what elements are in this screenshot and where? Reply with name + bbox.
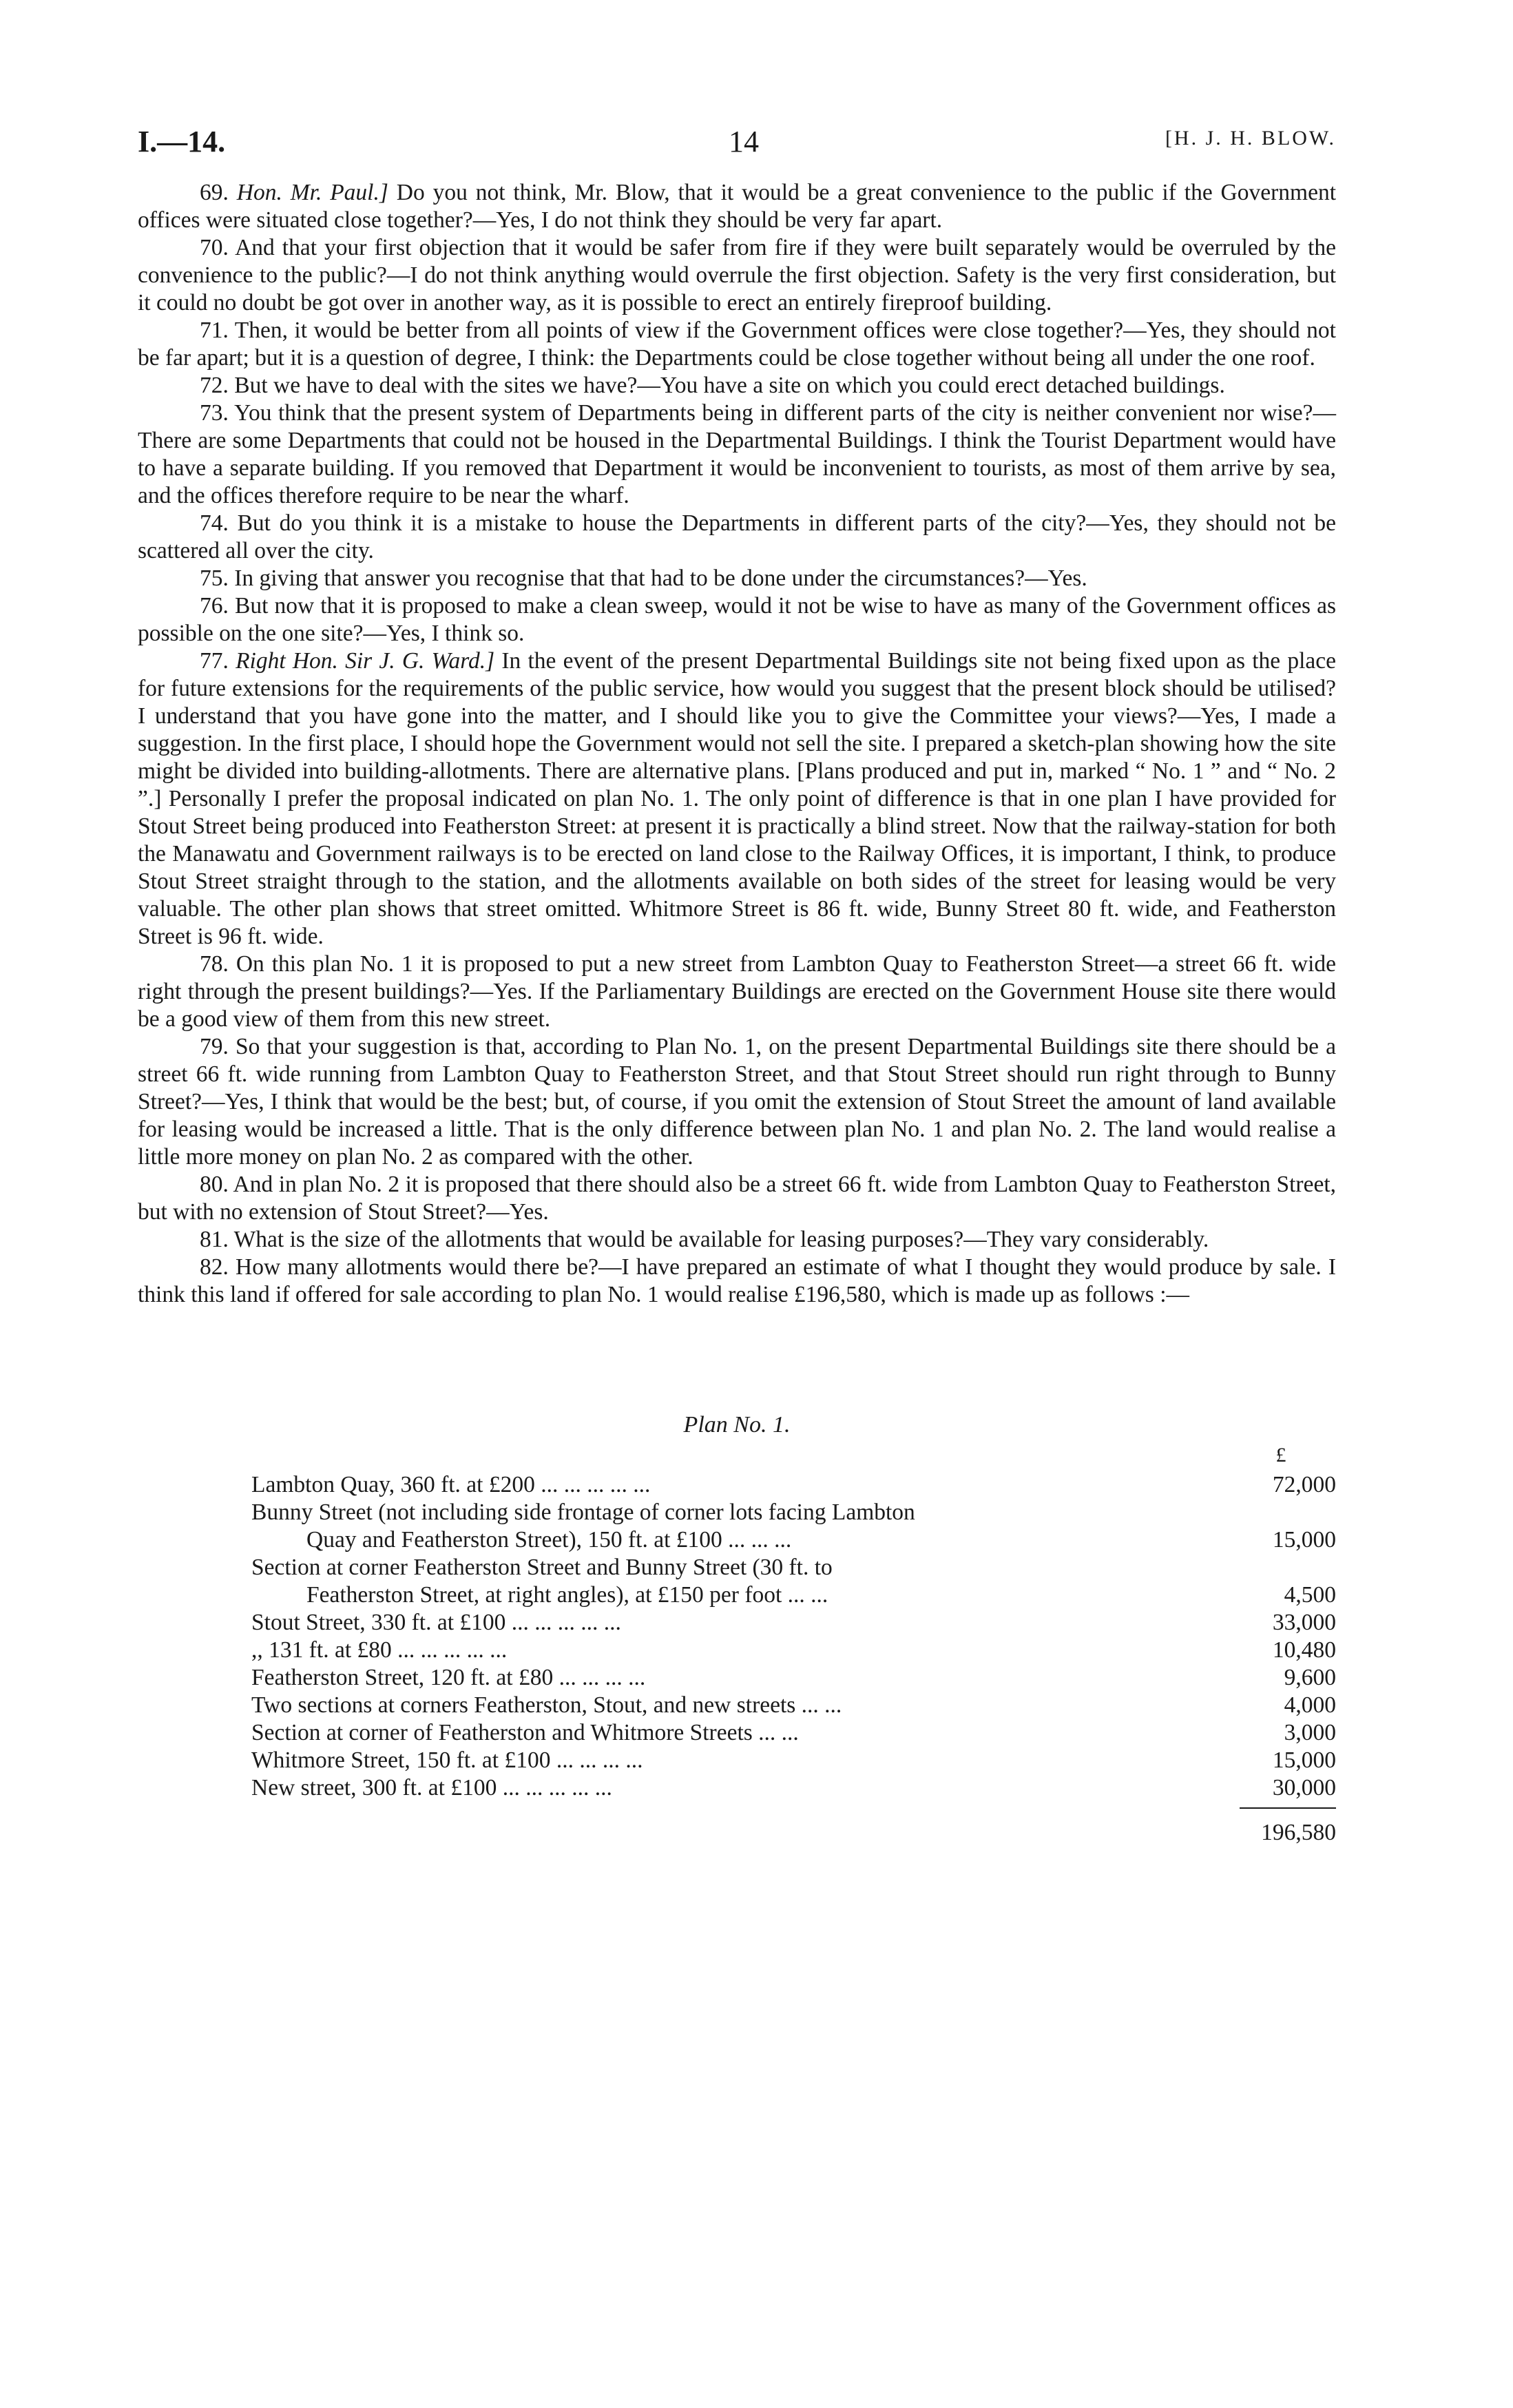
plan-entry-row: [251, 1719, 1336, 1747]
entry-amount: 3,000: [1284, 1720, 1336, 1745]
entry-amount: 10,480: [1272, 1637, 1336, 1663]
entry-description-line: Two sections at corners Featherston, Stout, and new streets ... ...: [251, 1692, 842, 1718]
question-number: 81.: [200, 1227, 229, 1252]
question-number: 77.: [200, 648, 229, 674]
paragraph-text: What is the size of the allotments that would be available for leasing purposes?—They vary considerably.: [233, 1227, 1209, 1252]
testimony-paragraph: [138, 179, 1336, 234]
question-number: 70.: [200, 235, 229, 260]
entry-description: [251, 1747, 1226, 1774]
header-reference: I.—14.: [138, 125, 226, 158]
question-number: 71.: [200, 318, 229, 343]
entry-amount: 4,500: [1284, 1582, 1336, 1608]
plan-entry-row: [251, 1664, 1336, 1692]
speaker-name: Hon. Mr. Paul.]: [236, 180, 388, 205]
header-witness: [H. J. H. BLOW.: [1165, 127, 1336, 149]
entry-amount: 4,000: [1284, 1692, 1336, 1718]
testimony-paragraph: [138, 1254, 1336, 1309]
entry-description-line: Section at corner of Featherston and Whitmore Streets ... ...: [251, 1720, 799, 1745]
entry-description-line: Bunny Street (not including side frontage of corner lots facing Lambton: [251, 1499, 915, 1525]
question-number: 79.: [200, 1034, 229, 1059]
testimony-paragraph: [138, 372, 1336, 399]
question-number: 75.: [200, 565, 229, 591]
testimony-paragraph: [138, 565, 1336, 592]
page-number: 14: [729, 125, 759, 158]
testimony-paragraph: [138, 1033, 1336, 1171]
speaker-name: Right Hon. Sir J. G. Ward.]: [236, 648, 495, 674]
entry-description: [251, 1609, 1226, 1637]
question-number: 82.: [200, 1254, 229, 1280]
entry-description: [251, 1499, 1226, 1554]
paragraph-text: On this plan No. 1 it is proposed to put a new street from Lambton Quay to Featherston Street—a street 66 ft. wide right through the present buildings?—Yes. If the Parliamentary Buildings are erected on the Government House site there would be a good view of them from this new street.: [138, 951, 1336, 1032]
plan-entries: [251, 1471, 1336, 1802]
entry-description-line: Whitmore Street, 150 ft. at £100 ... ... ... ...: [251, 1747, 643, 1773]
entry-amount: 9,600: [1284, 1665, 1336, 1690]
testimony-paragraph: [138, 592, 1336, 647]
entry-description-continuation: Featherston Street, at right angles), at £150 per foot ... ...: [306, 1582, 828, 1608]
entry-description-line: Featherston Street, 120 ft. at £80 ... ... ... ...: [251, 1665, 646, 1690]
question-number: 69.: [200, 180, 229, 205]
testimony-paragraph: [138, 317, 1336, 372]
entry-description: [251, 1554, 1226, 1609]
plan-entry-row: [251, 1471, 1336, 1499]
testimony-paragraph: [138, 647, 1336, 951]
paragraph-text: Do you not think, Mr. Blow, that it would be a great convenience to the public if the Government offices were situated close together?—Yes, I do not think they should be very far apart.: [138, 180, 1337, 233]
question-number: 78.: [200, 951, 229, 977]
paragraph-text: In giving that answer you recognise that that had to be done under the circumstances?—Yes.: [234, 565, 1087, 591]
plan-entry-row: [251, 1499, 1336, 1554]
currency-header: £: [1275, 1444, 1286, 1466]
entry-amount: 72,000: [1272, 1472, 1336, 1497]
entry-description: [251, 1664, 1226, 1692]
entry-amount: 33,000: [1272, 1610, 1336, 1635]
document-page: [138, 117, 1336, 1846]
plan-entry-row: [251, 1747, 1336, 1774]
entry-description: [251, 1774, 1226, 1802]
question-number: 80.: [200, 1172, 229, 1197]
total-rule: [1240, 1807, 1336, 1809]
entry-description-continuation: Quay and Featherston Street), 150 ft. at £100 ... ... ...: [306, 1527, 792, 1553]
paragraph-text: But we have to deal with the sites we have?—You have a site on which you could erect detached buildings.: [234, 373, 1225, 398]
plan-entry-row: [251, 1774, 1336, 1802]
entry-amount: 15,000: [1272, 1527, 1336, 1553]
paragraph-text: But now that it is proposed to make a clean sweep, would it not be wise to have as many of the Government offices as possible on the one site?—Yes, I think so.: [138, 593, 1336, 646]
plan-title: Plan No. 1.: [683, 1412, 791, 1437]
question-number: 74.: [200, 510, 229, 536]
plan-entry-row: [251, 1637, 1336, 1664]
entry-description-line: New street, 300 ft. at £100 ... ... ... ... ...: [251, 1775, 612, 1800]
entry-description: [251, 1637, 1226, 1664]
paragraph-text: So that your suggestion is that, according to Plan No. 1, on the present Departmental Buildings site there should be a street 66 ft. wide running from Lambton Quay to Featherston Street, and that Stout Street should run right through to Bunny Street?—Yes, I think that would be the best; but, of course, if you omit the extension of Stout Street the amount of land available for leasing would be increased a little. That is the only difference between plan No. 1 and plan No. 2. The land would realise a little more money on plan No. 2 as compared with the other.: [138, 1034, 1336, 1170]
plan-estimate-table: [138, 1412, 1336, 1846]
paragraph-text: How many allotments would there be?—I have prepared an estimate of what I thought they would produce by sale. I think this land if offered for sale according to plan No. 1 would realise £196,580, which is made up as follows :—: [138, 1254, 1337, 1307]
testimony-body: [138, 179, 1336, 1309]
paragraph-text: In the event of the present Departmental Buildings site not being fixed upon as the place for future extensions for the requirements of the public service, how would you suggest that the present block should be utilised? I understand that you have gone into the matter, and I should like you to give the Committee your views?—Yes, I made a suggestion. In the first place, I should hope the Government would not sell the site. I prepared a sketch-plan showing how the site might be divided into building-allotments. There are alternative plans. [Plans produced and put in, marked “ No. 1 ” and “ No. 2 ”.] Personally I prefer the proposal indicated on plan No. 1. The only point of difference is that in one plan I have provided for Stout Street being produced into Featherston Street: at present it is practically a blind street. Now that the railway-station for both the Manawatu and Government railways is to be erected on land close to the Railway Offices, it is important, I think, to produce Stout Street straight through to the station, and the allotments available on both sides of the street for leasing would be very valuable. The other plan shows that street omitted. Whitmore Street is 86 ft. wide, Bunny Street 80 ft. wide, and Featherston Street is 96 ft. wide.: [138, 648, 1337, 949]
testimony-paragraph: [138, 951, 1336, 1033]
entry-description: [251, 1471, 1226, 1499]
testimony-paragraph: [138, 234, 1336, 317]
question-number: 72.: [200, 373, 229, 398]
plan-entry-row: [251, 1609, 1336, 1637]
entry-description-line: Lambton Quay, 360 ft. at £200 ... ... ... ... ...: [251, 1472, 651, 1497]
plan-total: 196,580: [1261, 1820, 1336, 1845]
entry-amount: 30,000: [1272, 1775, 1336, 1800]
paragraph-text: And that your first objection that it would be safer from fire if they were built separately would be overruled by the convenience to the public?—I do not think anything would overrule the first objection. Safety is the very first consideration, but it could no doubt be got over in another way, as it is possible to erect an entirely fireproof building.: [138, 235, 1337, 315]
question-number: 73.: [200, 400, 229, 426]
paragraph-text: Then, it would be better from all points of view if the Government offices were close together?—Yes, they should not be far apart; but it is a question of degree, I think: the Departments could be close together without being all under the one roof.: [138, 318, 1336, 371]
entry-description-line: Section at corner Featherston Street and Bunny Street (30 ft. to: [251, 1555, 833, 1580]
testimony-paragraph: [138, 510, 1336, 565]
testimony-paragraph: [138, 1171, 1336, 1226]
plan-entry-row: [251, 1692, 1336, 1719]
entry-description-line: ,, 131 ft. at £80 ... ... ... ... ...: [251, 1637, 508, 1663]
plan-entry-row: [251, 1554, 1336, 1609]
entry-description: [251, 1719, 1226, 1747]
entry-description-line: Stout Street, 330 ft. at £100 ... ... ... ... ...: [251, 1610, 621, 1635]
question-number: 76.: [200, 593, 229, 619]
entry-amount: 15,000: [1272, 1747, 1336, 1773]
testimony-paragraph: [138, 399, 1336, 510]
testimony-paragraph: [138, 1226, 1336, 1254]
paragraph-text: You think that the present system of Departments being in different parts of the city is neither convenient nor wise?—There are some Departments that could not be housed in the Departmental Buildings. I think the Tourist Department would have to have a separate building. If you removed that Department it would be inconvenient to tourists, as most of them arrive by sea, and the offices therefore require to be near the wharf.: [138, 400, 1336, 508]
entry-description: [251, 1692, 1226, 1719]
paragraph-text: And in plan No. 2 it is proposed that there should also be a street 66 ft. wide from Lambton Quay to Featherston Street, but with no extension of Stout Street?—Yes.: [138, 1172, 1336, 1225]
page-header: [138, 117, 1336, 179]
paragraph-text: But do you think it is a mistake to house the Departments in different parts of the city?—Yes, they should not be scattered all over the city.: [138, 510, 1336, 563]
